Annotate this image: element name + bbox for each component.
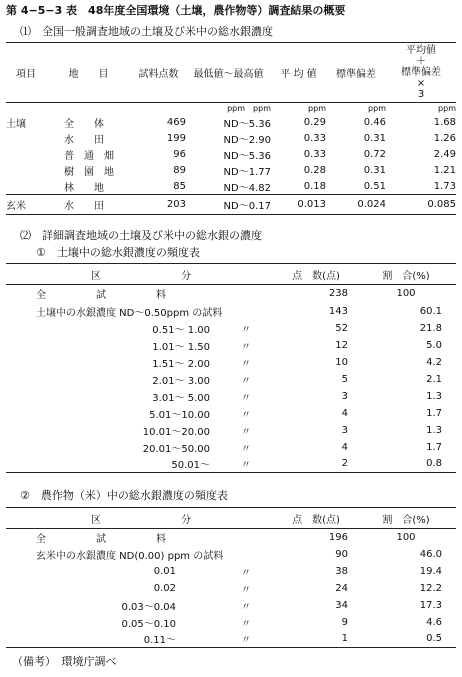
header-mean-plus-3sd: 平均値 ＋ 標準偏差 × 3 [401, 45, 441, 100]
header-region: 地 目 [68, 69, 109, 80]
table-row: 0.01 〃 38 19.4 [153, 565, 442, 579]
rice-frequency-table [6, 507, 456, 648]
table-row: 1.01〜 1.50 〃 12 5.0 [152, 339, 442, 353]
table-row: 3.01〜 5.00 〃 3 1.3 [152, 390, 442, 404]
table-row: 土壌 全 体 469 ND〜5.36 0.29 0.46 1.68 [6, 117, 456, 130]
header-sd: 標準偏差 [336, 69, 376, 80]
unit-sd: ppm [368, 104, 386, 114]
section2-sub1-caption: ① 土壌中の総水銀濃度の頻度表 [36, 246, 200, 259]
table-row: 全 試 料 238 100 [36, 288, 416, 302]
section2-caption: ⑵ 詳細調査地域の土壌及び米中の総水銀の濃度 [20, 229, 262, 242]
table-row: 10.01〜20.00 〃 3 1.3 [142, 424, 442, 438]
table-row: 50.01〜 〃 2 0.8 [6, 456, 456, 473]
section1-table [6, 42, 456, 215]
unit-msd: ppm [438, 104, 456, 114]
table-row: 1.51〜 2.00 〃 10 4.2 [152, 356, 442, 370]
unit-range: ppm ppm [227, 104, 271, 114]
header-ratio: 割 合(%) [382, 270, 430, 282]
section2-sub2-caption: ② 農作物（米）中の総水銀濃度の頻度表 [20, 489, 228, 502]
section1-caption: ⑴ 全国一般調査地域の土壌及び米中の総水銀濃度 [20, 25, 273, 38]
header-mean: 平 均 値 [280, 69, 317, 80]
header-category: 区 分 [91, 270, 191, 282]
table-row: 林 地 85 ND〜4.82 0.18 0.51 1.73 [6, 179, 456, 195]
header-range: 最低値〜最高値 [193, 69, 264, 80]
table-row: 全 試 料 196 100 [36, 531, 416, 545]
table-row: 普 通 畑 96 ND〜5.36 0.33 0.72 2.49 [64, 149, 456, 162]
header-ratio: 割 合(%) [382, 514, 430, 526]
header-points: 点 数(点) [292, 270, 340, 282]
table-row: 0.05〜0.10 〃 9 4.6 [121, 616, 442, 630]
table-row: 5.01〜10.00 〃 4 1.7 [149, 407, 442, 421]
table-row: 土壌中の水銀濃度 ND〜0.50ppm の試料 143 60.1 [36, 305, 442, 319]
table-row: 0.11〜 〃 1 0.5 [6, 631, 456, 648]
table-row: 0.03〜0.04 〃 34 17.3 [121, 599, 442, 613]
unit-mean: ppm [308, 104, 326, 114]
footnote: （備考） 環境庁調べ [12, 655, 117, 668]
table-row: 0.51〜 1.00 〃 52 21.8 [152, 322, 442, 336]
table-row: 玄米 水 田 203 ND〜0.17 0.013 0.024 0.085 [6, 195, 456, 215]
soil-frequency-table [6, 263, 456, 473]
table-row: 水 田 199 ND〜2.90 0.33 0.31 1.26 [64, 133, 456, 146]
header-count: 試料点数 [138, 69, 179, 80]
header-points: 点 数(点) [292, 514, 340, 526]
header-category: 区 分 [91, 514, 191, 526]
header-item: 項目 [16, 69, 36, 80]
table-row: 玄米中の水銀濃度 ND(0.00) ppm の試料 90 46.0 [36, 548, 442, 562]
table-row: 2.01〜 3.00 〃 5 2.1 [152, 373, 442, 387]
table-row: 0.02 〃 24 12.2 [153, 582, 442, 596]
table-row: 20.01〜50.00 〃 4 1.7 [142, 441, 442, 455]
table-title: 第 4−5−3 表 48年度全国環境（土壌，農作物等）調査結果の概要 [6, 4, 346, 17]
table-row: 樹 園 地 89 ND〜1.77 0.28 0.31 1.21 [64, 165, 456, 178]
